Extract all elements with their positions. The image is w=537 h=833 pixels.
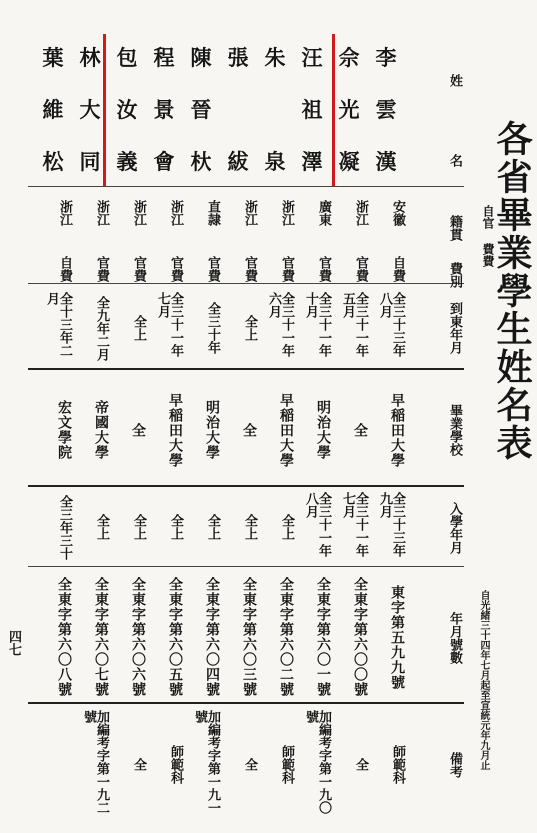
cell-number: 全東字第六〇五號 xyxy=(167,577,183,697)
cell-arrival: 全三十一年五月 xyxy=(340,292,368,357)
cell-number: 全東字第六〇三號 xyxy=(241,577,257,697)
header-remark: 備考 xyxy=(447,752,462,778)
cell-province: 浙江 xyxy=(57,200,72,226)
cell-province: 浙江 xyxy=(94,200,109,226)
student-name-char: 朱 xyxy=(264,45,286,70)
table-column xyxy=(35,30,71,820)
student-name-char: 澤 xyxy=(301,149,323,174)
header-number: 年月號數 xyxy=(447,612,462,664)
header-province: 籍貫 xyxy=(447,215,462,241)
cell-province: 浙江 xyxy=(168,200,183,226)
cell-remark: 師範科 xyxy=(168,744,183,784)
table-column xyxy=(183,30,219,820)
student-name-char: 李 xyxy=(375,45,397,70)
cell-school: 早稲田大學 xyxy=(278,392,294,468)
cell-enroll: 全上 xyxy=(205,514,220,540)
page-title: 各省畢業學生姓名表 xyxy=(491,120,533,462)
table-column xyxy=(109,30,145,820)
student-name-char: 程 xyxy=(153,45,175,70)
date-range-note: 自光緒三十四年七月起至宣統元年九月止 xyxy=(478,590,489,770)
student-name-char: 林 xyxy=(79,45,101,70)
student-name-char: 汪 xyxy=(301,45,323,70)
cell-province: 浙江 xyxy=(131,200,146,226)
cell-school: 宏文學院 xyxy=(56,400,72,460)
cell-enroll: 全三年三十 xyxy=(57,494,72,560)
cell-arrival: 全三十年 xyxy=(205,302,220,354)
header-arrival: 到東年月 xyxy=(447,302,462,354)
table-column xyxy=(368,30,404,820)
student-name-char: 雲 xyxy=(375,97,397,122)
cell-arrival: 全三十三年八月 xyxy=(377,292,405,357)
cell-school: 全 xyxy=(352,422,368,438)
cell-number: 全東字第六〇〇號 xyxy=(352,577,368,697)
student-name-char: 維 xyxy=(42,97,64,122)
cell-remark: 加編考字第一九二號 xyxy=(81,710,109,814)
student-name-char: 晉 xyxy=(190,97,212,122)
cell-province: 浙江 xyxy=(279,200,294,226)
cell-school: 明治大學 xyxy=(204,400,220,460)
cell-arrival: 全三十一年六月 xyxy=(266,292,294,357)
cell-funding: 官費 xyxy=(242,256,257,282)
cell-funding: 自費 xyxy=(57,256,72,282)
cell-enroll: 全上 xyxy=(168,514,183,540)
cell-number: 全東字第六〇七號 xyxy=(93,577,109,697)
cell-arrival: 全三十一年七月 xyxy=(155,292,183,357)
student-name-char: 泉 xyxy=(264,149,286,174)
cell-funding: 官費 xyxy=(131,256,146,282)
cell-school: 全 xyxy=(130,422,146,438)
student-name-char: 凝 xyxy=(338,149,360,174)
cell-province: 廣東 xyxy=(316,200,331,226)
cell-arrival: 全十三年二月 xyxy=(44,292,72,357)
cell-number: 全東字第六〇六號 xyxy=(130,577,146,697)
student-name-char: 張 xyxy=(227,45,249,70)
cell-remark: 加編考字第一九〇號 xyxy=(303,710,331,814)
cell-enroll: 全三十一年七月 xyxy=(340,492,368,557)
cell-enroll: 全上 xyxy=(242,514,257,540)
student-name-char: 景 xyxy=(153,97,175,122)
student-name-char: 光 xyxy=(338,97,360,122)
student-name-char: 漢 xyxy=(375,149,397,174)
table-column xyxy=(257,30,293,820)
student-name-char: 汝 xyxy=(116,97,138,122)
cell-province: 直隷 xyxy=(205,200,220,226)
cell-school: 早稲田大學 xyxy=(389,392,405,468)
cell-school: 明治大學 xyxy=(315,400,331,460)
cell-funding: 官費 xyxy=(316,256,331,282)
student-name-char: 佘 xyxy=(338,45,360,70)
table-column xyxy=(294,30,330,820)
cell-enroll: 全上 xyxy=(279,514,294,540)
cell-funding: 官費 xyxy=(205,256,220,282)
header-name-1: 姓 xyxy=(447,73,462,87)
cell-remark: 全 xyxy=(353,757,368,771)
cell-province: 浙江 xyxy=(353,200,368,226)
cell-number: 全東字第六〇一號 xyxy=(315,577,331,697)
cell-arrival: 全上 xyxy=(242,315,257,341)
header-enroll: 入學年月 xyxy=(447,502,462,554)
cell-number: 全東字第六〇八號 xyxy=(56,577,72,697)
student-name-char: 同 xyxy=(79,149,101,174)
cell-remark: 師範科 xyxy=(279,744,294,784)
table-column xyxy=(72,30,108,820)
header-school: 畢業學校 xyxy=(447,404,462,456)
student-name-char: 會 xyxy=(153,149,175,174)
cell-arrival: 全上 xyxy=(131,315,146,341)
cell-remark xyxy=(35,710,71,818)
header-name-2: 名 xyxy=(447,153,462,167)
cell-number: 東字第五九九號 xyxy=(389,584,405,690)
cell-remark: 全 xyxy=(242,757,257,771)
student-name-char: 大 xyxy=(79,97,101,122)
student-name-char: 葉 xyxy=(42,45,64,70)
cell-funding: 官費 xyxy=(353,256,368,282)
cell-remark: 全 xyxy=(131,757,146,771)
cell-enroll: 全三十三年九月 xyxy=(377,492,405,557)
cell-arrival: 全九年二月 xyxy=(94,295,109,361)
cell-enroll: 全三十一年八月 xyxy=(303,492,331,557)
cell-funding: 自費 xyxy=(390,256,405,282)
student-name-char: 義 xyxy=(116,149,138,174)
page-number: 四七 xyxy=(6,630,21,656)
cell-funding: 官費 xyxy=(94,256,109,282)
page-subtitle: 自官 費費 xyxy=(481,205,495,267)
student-name-char: 松 xyxy=(42,149,64,174)
cell-school: 早稲田大學 xyxy=(167,392,183,468)
table-column xyxy=(220,30,256,820)
cell-number: 全東字第六〇四號 xyxy=(204,577,220,697)
cell-funding: 官費 xyxy=(279,256,294,282)
cell-enroll: 全上 xyxy=(94,514,109,540)
cell-funding: 官費 xyxy=(168,256,183,282)
student-name-char: 紱 xyxy=(227,149,249,174)
graduates-table xyxy=(28,30,464,820)
header-funding: 費別 xyxy=(447,262,462,288)
cell-province: 安徽 xyxy=(390,200,405,226)
student-name-char: 杕 xyxy=(190,149,212,174)
cell-number: 全東字第六〇二號 xyxy=(278,577,294,697)
student-name-char: 陳 xyxy=(190,45,212,70)
cell-arrival: 全三十一年十月 xyxy=(303,292,331,357)
cell-school: 帝國大學 xyxy=(93,400,109,460)
table-column xyxy=(331,30,367,820)
cell-remark: 加編考字第一九一號 xyxy=(192,710,220,814)
student-name-char: 包 xyxy=(116,45,138,70)
cell-province: 浙江 xyxy=(242,200,257,226)
student-name-char: 祖 xyxy=(301,97,323,122)
cell-remark: 師範科 xyxy=(390,744,405,784)
cell-enroll: 全上 xyxy=(131,514,146,540)
table-column xyxy=(146,30,182,820)
cell-school: 全 xyxy=(241,422,257,438)
